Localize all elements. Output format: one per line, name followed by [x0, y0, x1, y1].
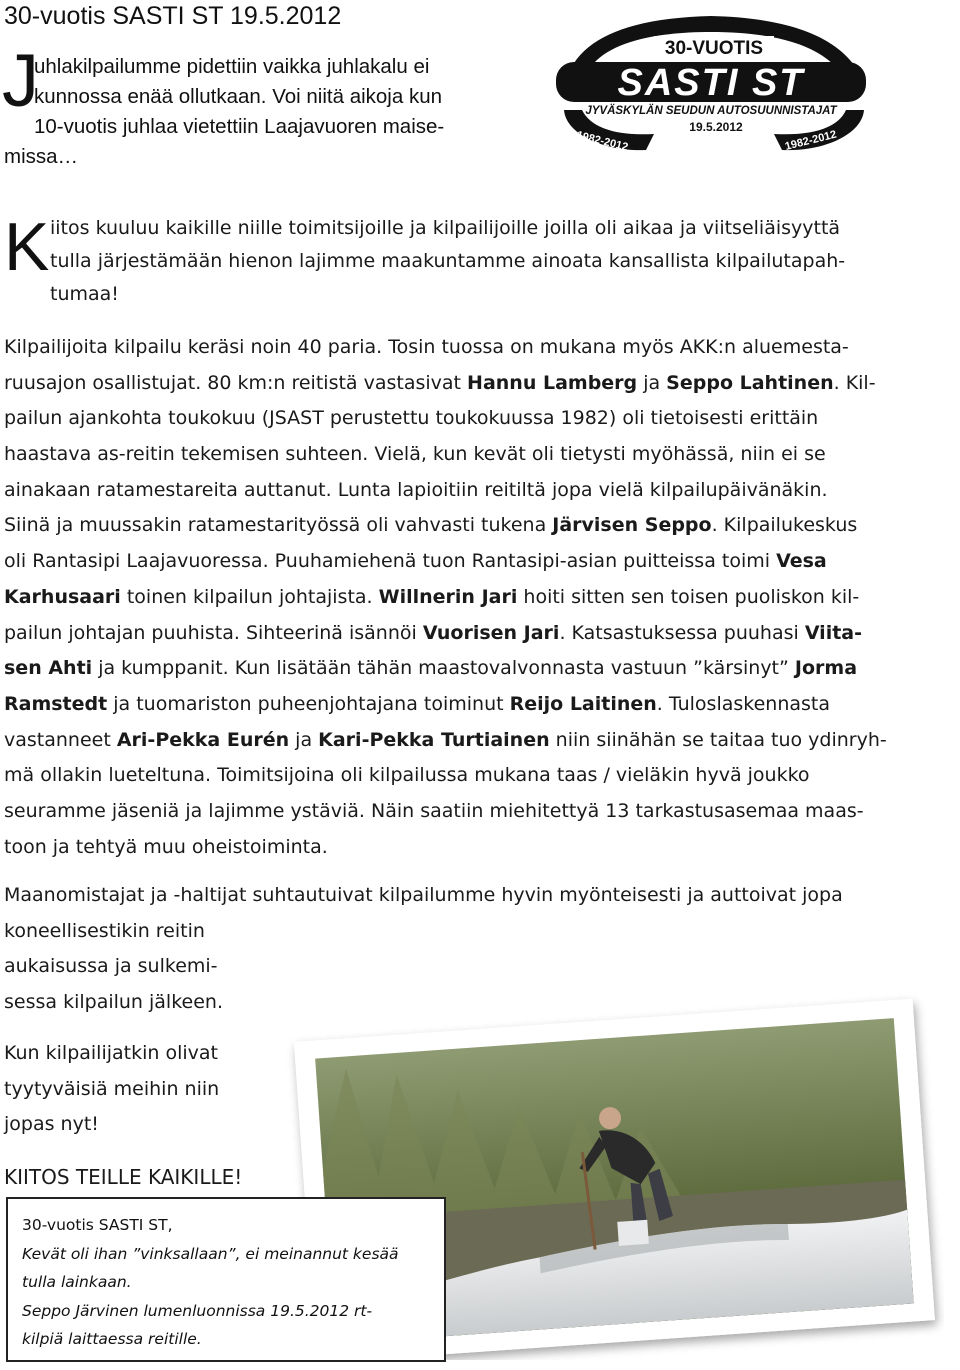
article-line: ruusajon osallistujat. 80 km:n reitistä vastasivat Hannu Lamberg ja Seppo Lahtinen. Kil-	[4, 371, 876, 394]
article-paragraph	[4, 330, 954, 865]
intro-line: missa…	[4, 145, 79, 168]
closing-line: sessa kilpailun jälkeen.	[4, 990, 224, 1013]
caption-line: kilpiä laittaessa reitille.	[22, 1330, 202, 1348]
closing-line: jopas nyt!	[4, 1113, 99, 1135]
article-line: Ramstedt ja tuomariston puheenjohtajana toiminut Reijo Laitinen. Tuloslaskennasta	[4, 692, 830, 715]
article-line: seuramme jäseniä ja lajimme ystäviä. Näin saatiin miehitettyä 13 tarkastusasemaa maas-	[4, 799, 864, 822]
caption-line: 30-vuotis SASTI ST,	[22, 1216, 173, 1234]
article-line: Siinä ja muussakin ratamestarityössä oli vahvasti tukena Järvisen Seppo. Kilpailukeskus	[4, 514, 858, 537]
person-name: Ramstedt	[4, 692, 108, 715]
article-line: sen Ahti ja kumppanit. Kun lisätään tähän maastovalvonnasta vastuun ”kärsinyt” Jorma	[4, 657, 858, 680]
logo-org-text: JYVÄSKYLÄN SEUDUN AUTOSUUNNISTAJAT	[585, 105, 837, 117]
thanks-line: iitos kuuluu kaikille niille toimitsijoille ja kilpailijoille joilla oli aikaa ja viitseliäisyyttä	[50, 217, 841, 239]
photo-caption-box	[6, 1197, 446, 1362]
closing-line: aukaisussa ja sulkemi-	[4, 955, 218, 977]
dropcap-j: J	[2, 39, 39, 122]
article-line: vastanneet Ari-Pekka Eurén ja Kari-Pekka Turtiainen niin siinähän se taitaa tuo ydinryh-	[4, 728, 887, 751]
person-name: sen Ahti	[4, 657, 93, 680]
closing-line: Kun kilpailijatkin olivat	[4, 1042, 218, 1064]
page-title: 30-vuotis SASTI ST 19.5.2012	[4, 2, 342, 30]
person-name: Seppo Lahtinen	[666, 371, 834, 394]
person-name: Vesa	[776, 550, 827, 573]
person-name: Willnerin Jari	[378, 585, 518, 608]
dropcap-k: K	[4, 209, 50, 285]
thanks-line: tumaa!	[50, 283, 119, 305]
sasti-logo	[546, 10, 876, 160]
person-name: Vuorisen Jari	[422, 621, 560, 644]
article-line: Karhusaari toinen kilpailun johtajista. Willnerin Jari hoiti sitten sen toisen puoliskon kil-	[4, 585, 860, 608]
intro-paragraph	[4, 52, 524, 172]
logo-brand-text: SASTI ST	[617, 62, 805, 104]
caption-line: Kevät oli ihan ”vinksallaan”, ei meinannut kesää	[22, 1244, 399, 1263]
article-line: pailun ajankohta toukokuu (JSAST perustettu toukokuussa 1982) oli tietoisesti erittäin	[4, 407, 819, 430]
thanks-line: tulla järjestämään hienon lajimme maakuntamme ainoata kansallista kilpailutapah-	[50, 250, 846, 272]
article-line: Kilpailijoita kilpailu keräsi noin 40 paria. Tosin tuossa on mukana myös AKK:n aluemesta-	[4, 336, 849, 358]
article-line: mä ollakin lueteltuna. Toimitsijoina oli kilpailussa mukana taas / vieläkin hyvä joukko	[4, 764, 810, 787]
person-name: Hannu Lamberg	[467, 371, 638, 394]
logo-date-text: 19.5.2012	[689, 120, 743, 134]
person-name: Kari-Pekka Turtiainen	[318, 728, 550, 751]
person-name: Ari-Pekka Eurén	[116, 728, 290, 751]
article-line: oli Rantasipi Laajavuoressa. Puuhamiehenä tuon Rantasipi-asian puitteissa toimi Vesa	[4, 550, 827, 573]
person-name: Karhusaari	[4, 585, 121, 608]
intro-line: uhlakilpailumme pidettiin vaikka juhlakalu ei	[34, 55, 430, 78]
caption-line: tulla lainkaan.	[22, 1273, 132, 1291]
article-line: haastava as-reitin tekemisen suhteen. Vielä, kun kevät oli tietysti myöhässä, niin ei se	[4, 443, 826, 466]
person-name: Järvisen Seppo	[552, 514, 712, 537]
closing-line: koneellisestikin reitin	[4, 919, 205, 942]
article-line: toon ja tehtyä muu oheistoiminta.	[4, 835, 328, 858]
person-name: Viita-	[804, 621, 862, 644]
intro-line: 10-vuotis juhlaa vietettiin Laajavuoren maise-	[34, 115, 445, 138]
closing-thanks-line: KIITOS TEILLE KAIKILLE!	[4, 1165, 243, 1189]
thanks-paragraph	[4, 209, 954, 311]
logo-year-left: 1982-2012	[575, 129, 630, 154]
person-name: Reijo Laitinen	[509, 692, 657, 715]
logo-year-right: 1982-2012	[783, 128, 838, 153]
closing-line: Maanomistajat ja -haltijat suhtautuivat kilpailumme hyvin myönteisesti ja auttoivat jopa	[4, 884, 843, 906]
photo-snow-chunk	[617, 1220, 649, 1246]
caption-line: Seppo Järvinen lumenluonnissa 19.5.2012 rt-	[22, 1301, 373, 1320]
article-line: ainakaan ratamestareita auttanut. Lunta lapioitiin reitiltä jopa vielä kilpailupäivänäkin.	[4, 478, 828, 501]
article-line: pailun johtajan puuhista. Sihteerinä isännöi Vuorisen Jari. Katsastuksessa puuhasi Viita-	[4, 621, 862, 644]
logo-top-text: 30-VUOTIS	[664, 38, 764, 59]
intro-line: kunnossa enää ollutkaan. Voi niitä aikoja kun	[34, 85, 443, 108]
person-name: Jorma	[794, 657, 858, 680]
closing-line: tyytyväisiä meihin niin	[4, 1077, 220, 1100]
